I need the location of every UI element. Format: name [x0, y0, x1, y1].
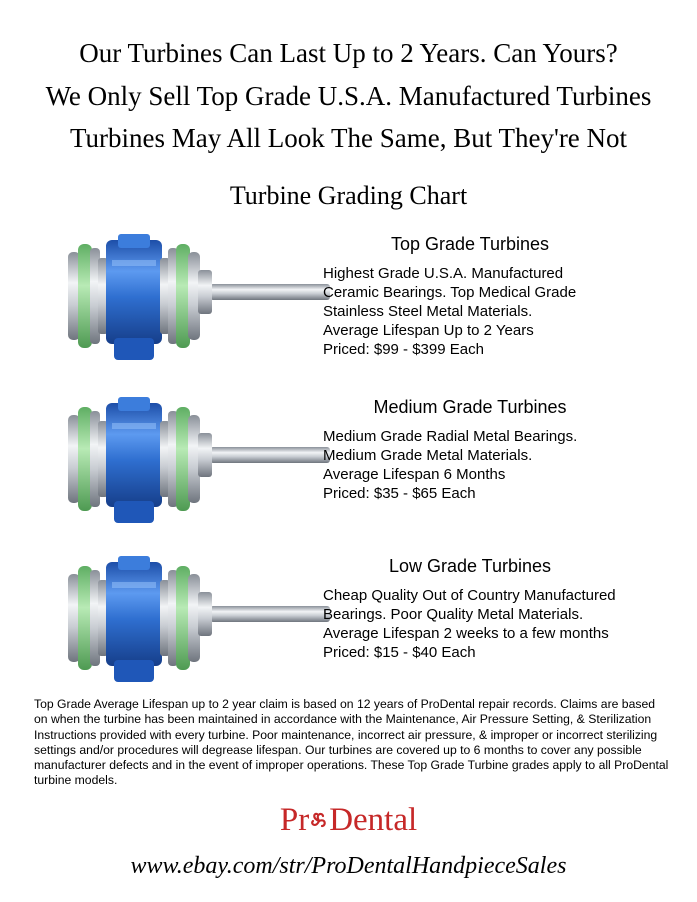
grade-top	[0, 233, 697, 393]
brand-part-1: Pr	[279, 802, 310, 838]
chart-title: Turbine Grading Chart	[229, 181, 468, 210]
turbine-image-top	[60, 230, 340, 370]
brand-logo	[0, 800, 697, 840]
turbine-image-medium	[60, 393, 340, 533]
turbine-image-low	[60, 552, 340, 692]
store-url[interactable]: www.ebay.com/str/ProDentalHandpieceSales	[130, 853, 567, 879]
headline-3: Turbines May All Look The Same, But They're Not	[69, 123, 628, 153]
grade-title: Medium Grade Turbines	[373, 397, 567, 417]
grade-low	[0, 555, 697, 715]
headline-1: Our Turbines Can Last Up to 2 Years. Can Yours?	[79, 38, 618, 68]
grade-title: Top Grade Turbines	[390, 234, 550, 254]
grade-title: Low Grade Turbines	[388, 556, 552, 576]
pinwheel-icon	[308, 804, 330, 834]
disclaimer-text: Top Grade Average Lifespan up to 2 year claim is based on 12 years of ProDental repair records. Claims are based on when the turbine has been maintained in accordance with the Maintenance, Air Pressure Setting, & Sterilization Instructions provided with every turbine. Poor maintenance, incorrect air pressure, & improper or incorrect sterilizing settings and/or procedures will degrease lifespan. Our turbines are covered up to 6 months to cover any possible manufacturer defects and in the event of improper operations. These Top Grade Turbine grades apply to all ProDental turbine models.	[34, 697, 669, 788]
grade-description: Cheap Quality Out of Country Manufactured Bearings. Poor Quality Metal Materials. Average Lifespan 2 weeks to a few months Priced: $15 - $40 Each	[323, 587, 616, 661]
grade-description: Medium Grade Radial Metal Bearings. Medium Grade Metal Materials. Average Lifespan 6 Months Priced: $35 - $65 Each	[323, 428, 578, 502]
grade-medium	[0, 396, 697, 556]
headline-2: We Only Sell Top Grade U.S.A. Manufactured Turbines	[45, 81, 652, 111]
brand-part-2: Dental	[329, 802, 418, 838]
grade-description: Highest Grade U.S.A. Manufactured Ceramic Bearings. Top Medical Grade Stainless Steel Metal Materials. Average Lifespan Up to 2 Years Priced: $99 - $399 Each	[323, 265, 577, 358]
